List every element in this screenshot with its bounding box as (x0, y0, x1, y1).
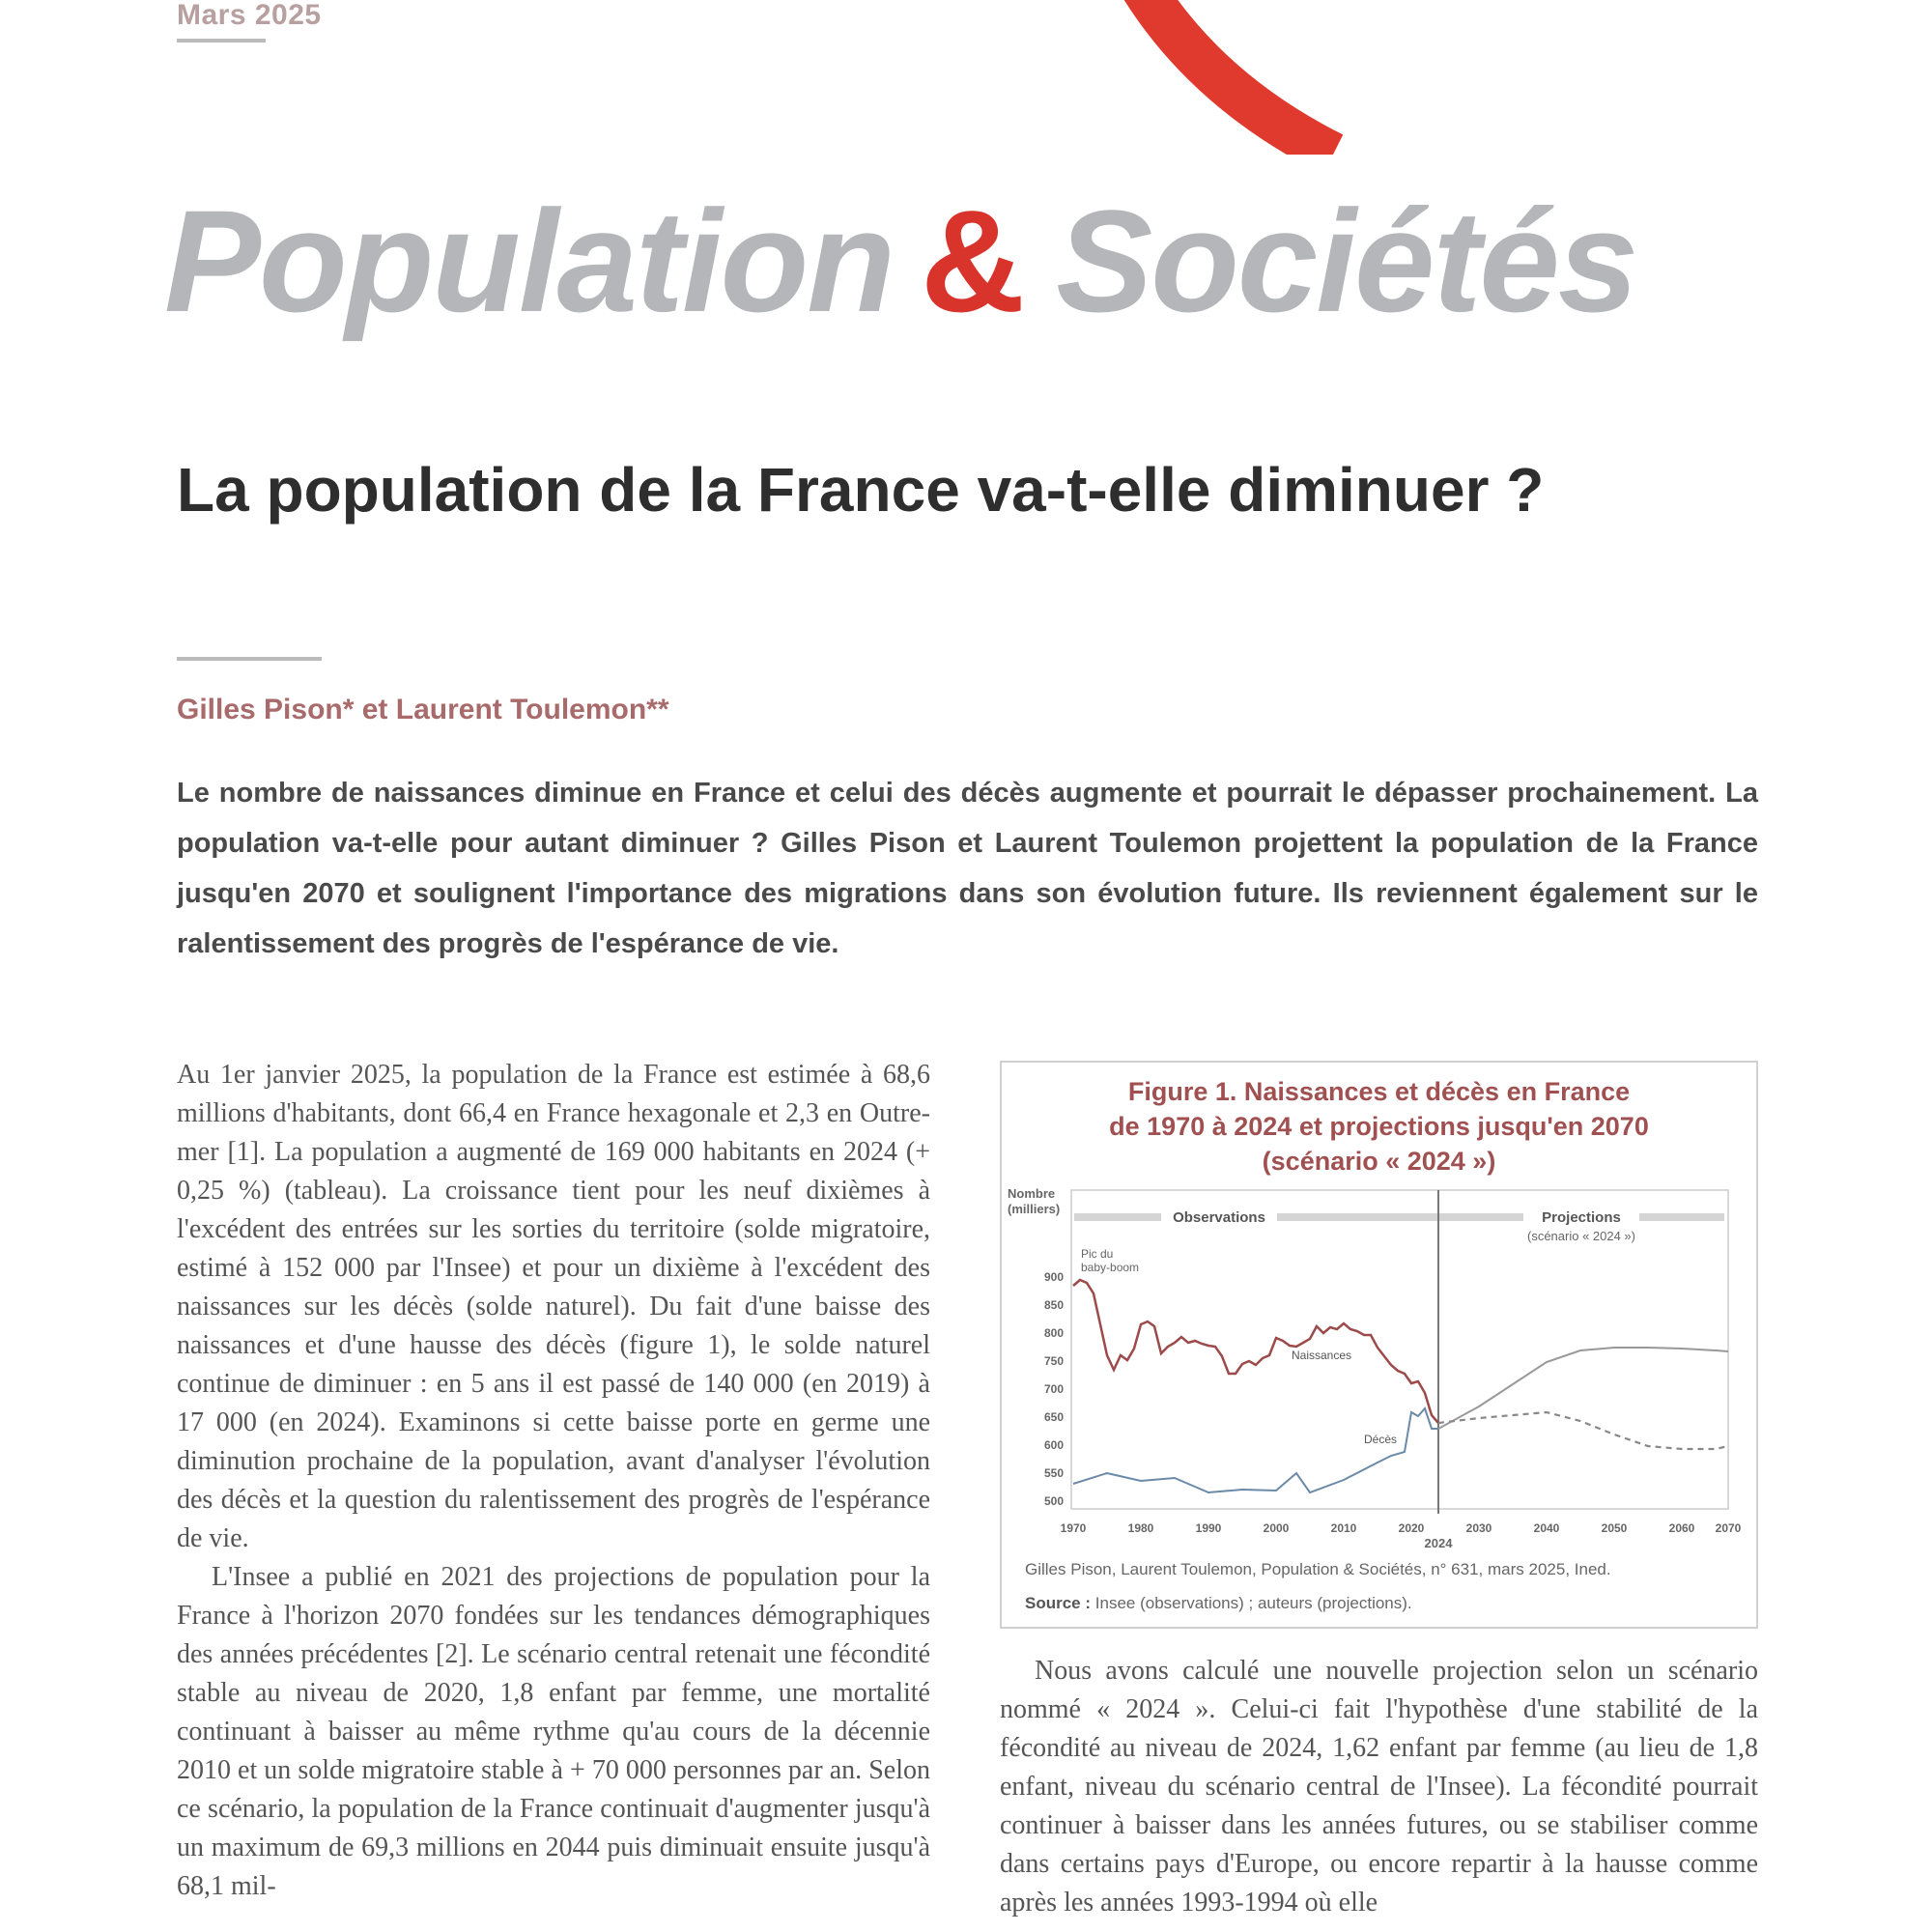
figure-source (1025, 1594, 1412, 1613)
svg-text:1990: 1990 (1195, 1521, 1222, 1535)
births-line (1073, 1280, 1438, 1423)
observations-label: Observations (1173, 1209, 1265, 1226)
y-unit-label: (milliers) (1008, 1202, 1061, 1216)
journal-masthead (164, 179, 1636, 343)
figure-title-line: (scénario « 2024 ») (1262, 1147, 1496, 1176)
source-label: Source : (1025, 1594, 1092, 1612)
figure-title-line: de 1970 à 2024 et projections jusqu'en 2070 (1109, 1112, 1649, 1141)
masthead-population: Population (164, 180, 894, 342)
article-title: La population de la France va-t-elle diminuer ? (177, 455, 1545, 525)
journal-logo-icon (1043, 0, 1546, 155)
baby-boom-annotation: Pic du (1081, 1247, 1114, 1261)
svg-text:800: 800 (1043, 1326, 1064, 1340)
projections-label: Projections (1542, 1209, 1621, 1226)
masthead-societes: Sociétés (1056, 180, 1637, 342)
deaths-line (1073, 1408, 1438, 1492)
svg-text:700: 700 (1043, 1382, 1064, 1396)
svg-text:2060: 2060 (1668, 1521, 1695, 1535)
svg-text:2000: 2000 (1263, 1521, 1290, 1535)
divider-year-label: 2024 (1424, 1536, 1453, 1550)
svg-text:750: 750 (1043, 1354, 1064, 1368)
svg-text:1980: 1980 (1127, 1521, 1154, 1535)
baby-boom-annotation: baby-boom (1081, 1261, 1140, 1274)
scenario-label: (scénario « 2024 ») (1526, 1229, 1636, 1243)
left-column (177, 1056, 930, 1906)
authors-divider (177, 657, 322, 661)
svg-text:2030: 2030 (1465, 1521, 1492, 1535)
svg-text:2070: 2070 (1715, 1521, 1742, 1535)
article-lede: Le nombre de naissances diminue en France et celui des décès augmente et pourrait le dépasser prochainement. La population va-t-elle pour autant diminuer ? Gilles Pison et Laurent Toulemon projettent la population de la France jusqu'en 2070 et soulignent l'importance des migrations dans son évolution future. Ils reviennent également sur le ralentissement des progrès de l'espérance de vie. (177, 778, 1758, 959)
svg-text:2020: 2020 (1398, 1521, 1425, 1535)
body-paragraph: L'Insee a publié en 2021 des projections de population pour la France à l'horizon 2070 fondées sur les tendances démographiques des années précédentes [2]. Le scénario central retenait une fécondité stable au niveau de 2020, 1,8 enfant par femme, une mortalité continuant à baisser au même rythme qu'au cours de la décennie 2010 et un solde migratoire stable à + 70 000 personnes par an. Selon ce scénario, la population de la France continuait d'augmenter jusqu'à un maximum de 69,3 millions en 2044 puis diminuait ensuite jusqu'à 68,1 mil- (177, 1562, 930, 1901)
article-authors: Gilles Pison* et Laurent Toulemon** (177, 694, 669, 725)
svg-text:550: 550 (1043, 1466, 1064, 1480)
svg-text:1970: 1970 (1060, 1521, 1087, 1535)
svg-text:2050: 2050 (1601, 1521, 1628, 1535)
issue-date: Mars 2025 (177, 0, 322, 31)
right-column (1000, 1652, 1758, 1922)
svg-text:2040: 2040 (1533, 1521, 1560, 1535)
figure-title-line: Figure 1. Naissances et décès en France (1127, 1077, 1631, 1106)
deaths-label: Décès (1364, 1433, 1398, 1446)
figure-title (1002, 1074, 1756, 1179)
masthead-ampersand: & (920, 180, 1024, 342)
svg-text:850: 850 (1043, 1298, 1064, 1312)
y-unit-label: Nombre (1008, 1186, 1056, 1201)
date-divider (177, 39, 266, 43)
svg-text:500: 500 (1043, 1494, 1064, 1508)
figure-1 (1000, 1061, 1758, 1629)
body-paragraph: Au 1er janvier 2025, la population de la France est estimée à 68,6 millions d'habitants, dont 66,4 en France hexagonale et 2,3 en Outre-mer [1]. La population a augmenté de 169 000 habitants en 2024 (+ 0,25 %) (tableau). La croissance tient pour les neuf dixièmes à l'excédent des entrées sur les sorties du territoire (solde migratoire, estimé à 152 000 par l'Insee) et pour un dixième à l'excédent des naissances sur les décès (solde naturel). Du fait d'une baisse des naissances et d'une hausse des décès (figure 1), le solde naturel continue de diminuer : en 5 ans il est passé de 140 000 (en 2019) à 17 000 (en 2024). Examinons si cette baisse porte en germe une diminution prochaine de la population, avant d'analyser l'évolution des décès et la question du ralentissement des progrès de l'espérance de vie. (177, 1060, 930, 1553)
source-text: Insee (observations) ; auteurs (projections). (1094, 1594, 1412, 1612)
y-axis (1044, 1270, 1064, 1508)
svg-text:900: 900 (1043, 1270, 1064, 1284)
deaths-projection-line (1438, 1348, 1728, 1429)
births-label: Naissances (1292, 1349, 1352, 1362)
figure-credit: Gilles Pison, Laurent Toulemon, Population & Sociétés, n° 631, mars 2025, Ined. (1025, 1560, 1611, 1578)
body-paragraph: Nous avons calculé une nouvelle projection selon un scénario nommé « 2024 ». Celui-ci fait l'hypothèse d'une stabilité de la fécondité au niveau de 2024, 1,62 enfant par femme (au lieu de 1,8 enfant, niveau du scénario central de l'Insee). La fécondité pourrait continuer à baisser dans les années futures, ou se stabiliser comme dans certains pays d'Europe, ou encore repartir à la hausse comme après les années 1993-1994 où elle (1000, 1656, 1758, 1918)
x-axis (1061, 1521, 1742, 1550)
svg-text:600: 600 (1043, 1438, 1064, 1452)
births-projection-line (1438, 1412, 1728, 1449)
svg-text:2010: 2010 (1330, 1521, 1357, 1535)
svg-text:650: 650 (1043, 1410, 1064, 1424)
births-deaths-chart (1002, 1180, 1756, 1557)
